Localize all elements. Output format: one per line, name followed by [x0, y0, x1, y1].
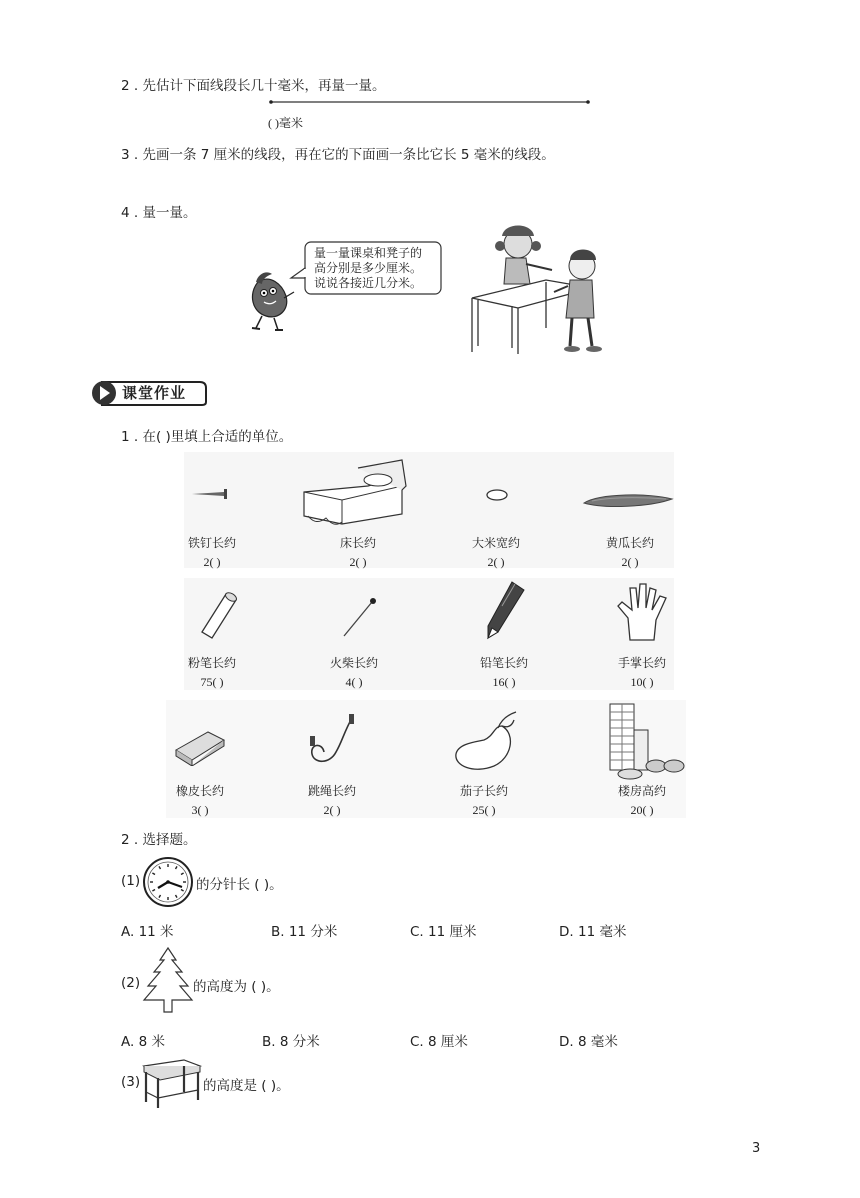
caption-building: 楼房高约 20( )	[617, 784, 666, 817]
question-2: 2 . 先估计下面线段长几十毫米，再量一量。	[121, 78, 386, 94]
bed-icon	[298, 456, 410, 532]
caption-eraser: 橡皮长约 3( )	[175, 784, 224, 817]
building-icon	[600, 700, 690, 780]
eraser-icon	[172, 726, 228, 766]
kids-measuring-desk-illustration	[466, 222, 616, 354]
sub3-number: (3)	[121, 1074, 141, 1090]
clock-icon	[140, 856, 196, 908]
question-3: 3 . 先画一条 7 厘米的线段，再在它的下面画一条比它长 5 毫米的线段。	[121, 147, 555, 163]
bubble-line: 说说各接近几分米。	[314, 276, 423, 290]
match-icon	[340, 596, 380, 640]
sub2-option-d[interactable]: D. 8 毫米	[559, 1034, 618, 1050]
page-number: 3	[752, 1141, 761, 1156]
bubble-line: 高分别是多少厘米。	[314, 261, 423, 275]
question-1: 1 . 在( )里填上合适的单位。	[121, 429, 293, 445]
caption-bed: 床长约 2( )	[339, 536, 376, 569]
sub1-question: 的分针长 ( )。	[196, 877, 283, 893]
bubble-line: 量一量课桌和凳子的	[314, 246, 423, 260]
caption-cucumber: 黄瓜长约 2( )	[605, 536, 654, 569]
question-4: 4 . 量一量。	[121, 205, 197, 221]
nail-icon	[190, 484, 234, 504]
caption-hand: 手掌长约 10( )	[617, 656, 666, 689]
jump-rope-icon	[302, 712, 362, 772]
sub2-option-c[interactable]: C. 8 厘米	[410, 1034, 468, 1050]
caption-nail: 铁钉长约 2( )	[187, 536, 236, 569]
segment-answer-blank[interactable]: ( )毫米	[268, 116, 303, 130]
sub1-option-b[interactable]: B. 11 分米	[271, 924, 338, 940]
sub2-option-b[interactable]: B. 8 分米	[262, 1034, 320, 1050]
caption-jump-rope: 跳绳长约 2( )	[307, 784, 356, 817]
sub1-number: (1)	[121, 873, 141, 889]
rice-grain-icon	[484, 486, 510, 504]
sub1-option-a[interactable]: A. 11 米	[121, 924, 174, 940]
caption-chalk: 粉笔长约 75( )	[187, 656, 236, 689]
sub2-number: (2)	[121, 975, 141, 991]
stool-icon	[140, 1056, 204, 1110]
chalk-icon	[194, 588, 242, 644]
segment-to-measure	[265, 94, 595, 130]
sub1-option-d[interactable]: D. 11 毫米	[559, 924, 627, 940]
caption-pencil: 铅笔长约 16( )	[479, 656, 528, 689]
cucumber-icon	[580, 489, 676, 513]
question-2-choice: 2 . 选择题。	[121, 832, 197, 848]
pencil-icon	[482, 578, 528, 642]
sub3-question: 的高度是 ( )。	[203, 1078, 290, 1094]
sub2-option-a[interactable]: A. 8 米	[121, 1034, 165, 1050]
section-title: 课堂作业	[122, 384, 187, 402]
sub2-question: 的高度为 ( )。	[193, 979, 280, 995]
tree-icon	[140, 946, 196, 1016]
caption-rice: 大米宽约 2( )	[471, 536, 520, 569]
caption-eggplant: 茄子长约 25( )	[459, 784, 508, 817]
caption-match: 火柴长约 4( )	[329, 656, 378, 689]
hand-icon	[614, 580, 670, 644]
eggplant-icon	[450, 706, 524, 776]
sub1-option-c[interactable]: C. 11 厘米	[410, 924, 477, 940]
